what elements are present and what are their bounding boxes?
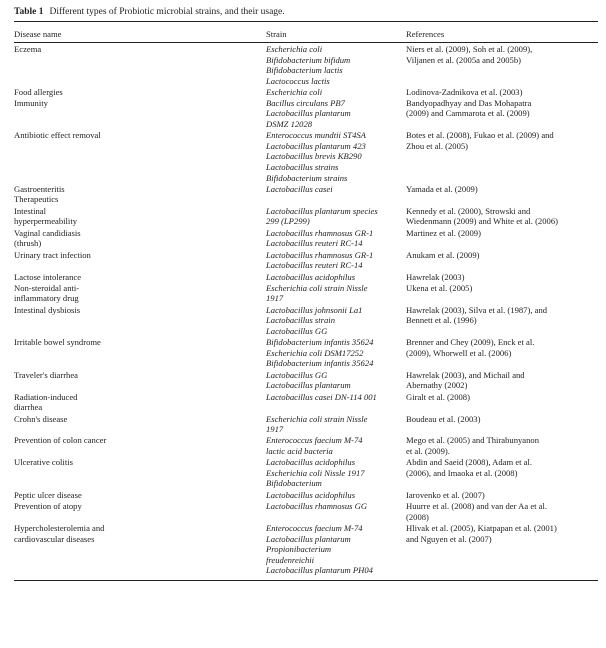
strain-line: Lactobacillus plantarum 423 (266, 140, 366, 151)
disease-line: Ulcerative colitis (14, 457, 73, 468)
header-references: References (406, 29, 445, 39)
table-row (14, 184, 598, 205)
table-row (14, 272, 598, 283)
strain-line: Lactobacillus plantarum species (266, 205, 378, 216)
disease-name-cell (14, 337, 250, 348)
references-cell (406, 490, 598, 501)
disease-line: Food allergies (14, 87, 63, 98)
reference-line: Ukena et al. (2005) (406, 282, 473, 293)
strain-cell (266, 87, 404, 129)
references-cell (406, 228, 598, 239)
strain-line: 1917 (266, 424, 284, 435)
strain-line: freudenreichii (266, 554, 315, 565)
disease-line: Non-steroidal anti- (14, 282, 80, 293)
disease-line: Prevention of colon cancer (14, 435, 107, 446)
table-row (14, 250, 598, 271)
strain-line: Lactobacillus strains (266, 161, 339, 172)
reference-line: Anukam et al. (2009) (406, 249, 480, 260)
references-cell (406, 206, 598, 227)
strain-line: DSMZ 12028 (266, 118, 313, 129)
reference-line: Martinez et al. (2009) (406, 227, 481, 238)
disease-line: Intestinal (14, 205, 46, 216)
disease-name-cell (14, 87, 250, 108)
references-cell (406, 501, 598, 522)
table-row (14, 370, 598, 391)
strain-cell (266, 523, 404, 576)
strain-line: Lactococcus lactis (266, 75, 330, 86)
references-cell (406, 44, 598, 65)
references-cell (406, 414, 598, 425)
strain-line: Lactobacillus rhamnosus GR-1 (266, 227, 374, 238)
strain-line: Bifidobacterium infantis 35624 (266, 337, 374, 348)
strain-line: Lactobacillus acidophilus (266, 271, 356, 282)
reference-line: Mego et al. (2005) and Thirabunyanon (406, 435, 540, 446)
strain-line: Escherichia coli (266, 87, 323, 98)
disease-name-cell (14, 523, 250, 544)
strain-line: Escherichia coli strain Nissle (266, 282, 368, 293)
strain-line: Bifidobacterium bifidum (266, 54, 351, 65)
strain-cell (266, 435, 404, 456)
strain-line: Lactobacillus reuteri RC-14 (266, 238, 363, 249)
disease-line: Traveler's diarrhea (14, 369, 78, 380)
strain-line: Lactobacillus johnsonii La1 (266, 304, 363, 315)
reference-line: Bandyopadhyay and Das Mohapatra (406, 97, 532, 108)
strain-line: Lactobacillus reuteri RC-14 (266, 260, 363, 271)
reference-line: Wiedenmann (2009) and White et al. (2006) (406, 216, 558, 227)
disease-name-cell (14, 414, 250, 425)
references-cell (406, 370, 598, 391)
strain-cell (266, 414, 404, 435)
strain-cell (266, 370, 404, 391)
references-cell (406, 130, 598, 151)
references-cell (406, 250, 598, 261)
strain-line: Escherichia coli Nissle 1917 (266, 467, 365, 478)
reference-line: (2006), and Imaoka et al. (2008) (406, 467, 518, 478)
reference-line: (2009), Whorwell et al. (2006) (406, 347, 512, 358)
table-row (14, 130, 598, 183)
disease-name-cell (14, 206, 250, 227)
strain-line: Lactobacillus plantarum (266, 533, 351, 544)
strain-line: Propionibacterium (266, 544, 332, 555)
table-row (14, 414, 598, 435)
reference-line: (2008) (406, 511, 429, 522)
reference-line: Iarovenko et al. (2007) (406, 489, 485, 500)
references-cell (406, 337, 598, 358)
strain-line: Lactobacillus rhamnosus GR-1 (266, 249, 374, 260)
reference-line: Botes et al. (2008), Fukao et al. (2009) and (406, 130, 554, 141)
disease-line: inflammatory drug (14, 293, 79, 304)
disease-name-cell (14, 457, 250, 468)
strain-cell (266, 457, 404, 489)
strain-line: Enterococcus mundtii ST4SA (266, 130, 366, 141)
references-cell (406, 184, 598, 195)
strain-line: Lactobacillus GG (266, 325, 328, 336)
disease-line: Gastroenteritis (14, 183, 65, 194)
strain-cell (266, 283, 404, 304)
disease-name-cell (14, 435, 250, 446)
strain-line: Lactobacillus acidophilus (266, 489, 356, 500)
reference-line: Hawrelak (2003), and Michail and (406, 369, 525, 380)
header-disease-name: Disease name (14, 29, 62, 39)
disease-name-cell (14, 272, 250, 283)
table-row (14, 283, 598, 304)
disease-line: Intestinal dysbiosis (14, 304, 81, 315)
bottom-rule (14, 580, 598, 581)
strain-line: 299 (LP299) (266, 216, 310, 227)
references-cell (406, 305, 598, 326)
disease-line: Lactose intolerance (14, 271, 82, 282)
reference-line: Viljanen et al. (2005a and 2005b) (406, 54, 521, 65)
strain-cell (266, 184, 404, 195)
table-row (14, 337, 598, 369)
strain-line: Lactobacillus strain (266, 315, 335, 326)
references-cell (406, 523, 598, 544)
disease-name-cell (14, 250, 250, 261)
strain-cell (266, 501, 404, 512)
strain-line: Bifidobacterium lactis (266, 65, 343, 76)
disease-name-cell (14, 228, 250, 249)
strain-cell (266, 228, 404, 249)
references-cell (406, 435, 598, 456)
references-cell (406, 272, 598, 283)
reference-line: Bennett et al. (1996) (406, 315, 477, 326)
strain-line: 1917 (266, 293, 284, 304)
strain-line: Lactobacillus casei (266, 183, 333, 194)
reference-line: Hawrelak (2003) (406, 271, 465, 282)
disease-name-cell (14, 490, 250, 501)
disease-name-cell (14, 130, 250, 141)
disease-name-cell (14, 44, 250, 55)
disease-line: cardiovascular diseases (14, 533, 95, 544)
disease-line: Crohn's disease (14, 413, 68, 424)
strain-cell (266, 305, 404, 337)
references-cell (406, 87, 598, 119)
table-label: Table 1 (14, 7, 44, 17)
strain-line: lactic acid bacteria (266, 445, 333, 456)
table-row (14, 305, 598, 337)
disease-name-cell (14, 283, 250, 304)
reference-line: Zhou et al. (2005) (406, 140, 469, 151)
table-row (14, 523, 598, 576)
strain-line: Lactobacillus GG (266, 369, 328, 380)
table-row (14, 457, 598, 489)
strain-line: Lactobacillus plantarum (266, 380, 351, 391)
reference-line: and Nguyen et al. (2007) (406, 533, 492, 544)
strain-line: Bifidobacterium infantis 35624 (266, 358, 374, 369)
reference-line: Brenner and Chey (2009), Enck et al. (406, 337, 535, 348)
disease-name-cell (14, 305, 250, 316)
disease-line: Peptic ulcer disease (14, 489, 82, 500)
header-strain: Strain (266, 29, 287, 39)
disease-line: Radiation-induced (14, 391, 78, 402)
strain-line: Bifidobacterium strains (266, 172, 348, 183)
disease-line: Urinary tract infection (14, 249, 91, 260)
strain-cell (266, 250, 404, 271)
table-row (14, 206, 598, 227)
disease-line: Irritable bowel syndrome (14, 337, 101, 348)
reference-line: Hlivak et al. (2005), Kiatpapan et al. (2001) (406, 523, 557, 533)
strain-cell (266, 130, 404, 183)
reference-line: et al. (2009). (406, 445, 450, 456)
reference-line: Giralt et al. (2008) (406, 391, 470, 402)
table-title: Different types of Probiotic microbial strains, and their usage. (49, 7, 285, 17)
disease-line: diarrhea (14, 402, 43, 413)
strain-cell (266, 272, 404, 283)
table-row (14, 435, 598, 456)
strain-line: Lactobacillus rhamnosus GG (266, 501, 368, 512)
table-row (14, 490, 598, 501)
disease-line: Hypercholesterolemia and (14, 523, 105, 533)
reference-line: (2009) and Cammarota et al. (2009) (406, 108, 530, 119)
disease-name-cell (14, 392, 250, 413)
strain-line: Lactobacillus acidophilus (266, 457, 356, 468)
strain-cell (266, 490, 404, 501)
references-cell (406, 392, 598, 403)
reference-line: Hawrelak (2003), Silva et al. (1987), and (406, 304, 548, 315)
table-row (14, 501, 598, 522)
disease-line: Antibiotic effect removal (14, 130, 101, 141)
strain-line: Bacillus circulans PB7 (266, 97, 345, 108)
reference-line: Abernathy (2002) (406, 380, 468, 391)
top-rule (14, 21, 598, 22)
strain-line: Enterococcus faecium M-74 (266, 523, 363, 533)
strain-line: Lactobacillus plantarum PH04 (266, 565, 373, 576)
reference-line: Huurre et al. (2008) and van der Aa et al. (406, 501, 548, 512)
references-cell (406, 457, 598, 478)
reference-line: Kennedy et al. (2000), Strowski and (406, 205, 531, 216)
table-row (14, 228, 598, 249)
disease-name-cell (14, 370, 250, 381)
disease-name-cell (14, 501, 250, 512)
reference-line: Boudeau et al. (2003) (406, 413, 481, 424)
strain-line: Bifidobacterium (266, 478, 322, 489)
table-row (14, 392, 598, 413)
reference-line: Niers et al. (2009), Soh et al. (2009), (406, 44, 533, 54)
strain-line: Lactobacillus casei DN-114 001 (266, 391, 377, 402)
strain-line: Escherichia coli DSM17252 (266, 347, 364, 358)
disease-line: Therapeutics (14, 194, 59, 205)
disease-line: Eczema (14, 44, 42, 54)
reference-line: Yamada et al. (2009) (406, 183, 478, 194)
strain-cell (266, 337, 404, 369)
disease-line: Immunity (14, 97, 48, 108)
strain-line: Lactobacillus plantarum (266, 108, 351, 119)
strain-line: Enterococcus faecium M-74 (266, 435, 363, 446)
reference-line: Abdin and Saeid (2008), Adam et al. (406, 457, 533, 468)
strain-line: Lactobacillus brevis KB290 (266, 151, 362, 162)
reference-line: Lodinova-Zadnikova et al. (2003) (406, 87, 523, 98)
disease-line: hyperpermeability (14, 216, 77, 227)
strain-line: Escherichia coli strain Nissle (266, 413, 368, 424)
strain-cell (266, 392, 404, 403)
disease-line: Vaginal candidiasis (14, 227, 81, 238)
disease-name-cell (14, 184, 250, 205)
table-row (14, 87, 598, 129)
table-caption (14, 6, 285, 18)
table-row (14, 44, 598, 86)
strain-cell (266, 206, 404, 227)
disease-line: (thrush) (14, 238, 42, 249)
header-rule (14, 42, 598, 43)
strain-line: Escherichia coli (266, 44, 323, 54)
strain-cell (266, 44, 404, 86)
references-cell (406, 283, 598, 294)
disease-line: Prevention of atopy (14, 501, 82, 512)
